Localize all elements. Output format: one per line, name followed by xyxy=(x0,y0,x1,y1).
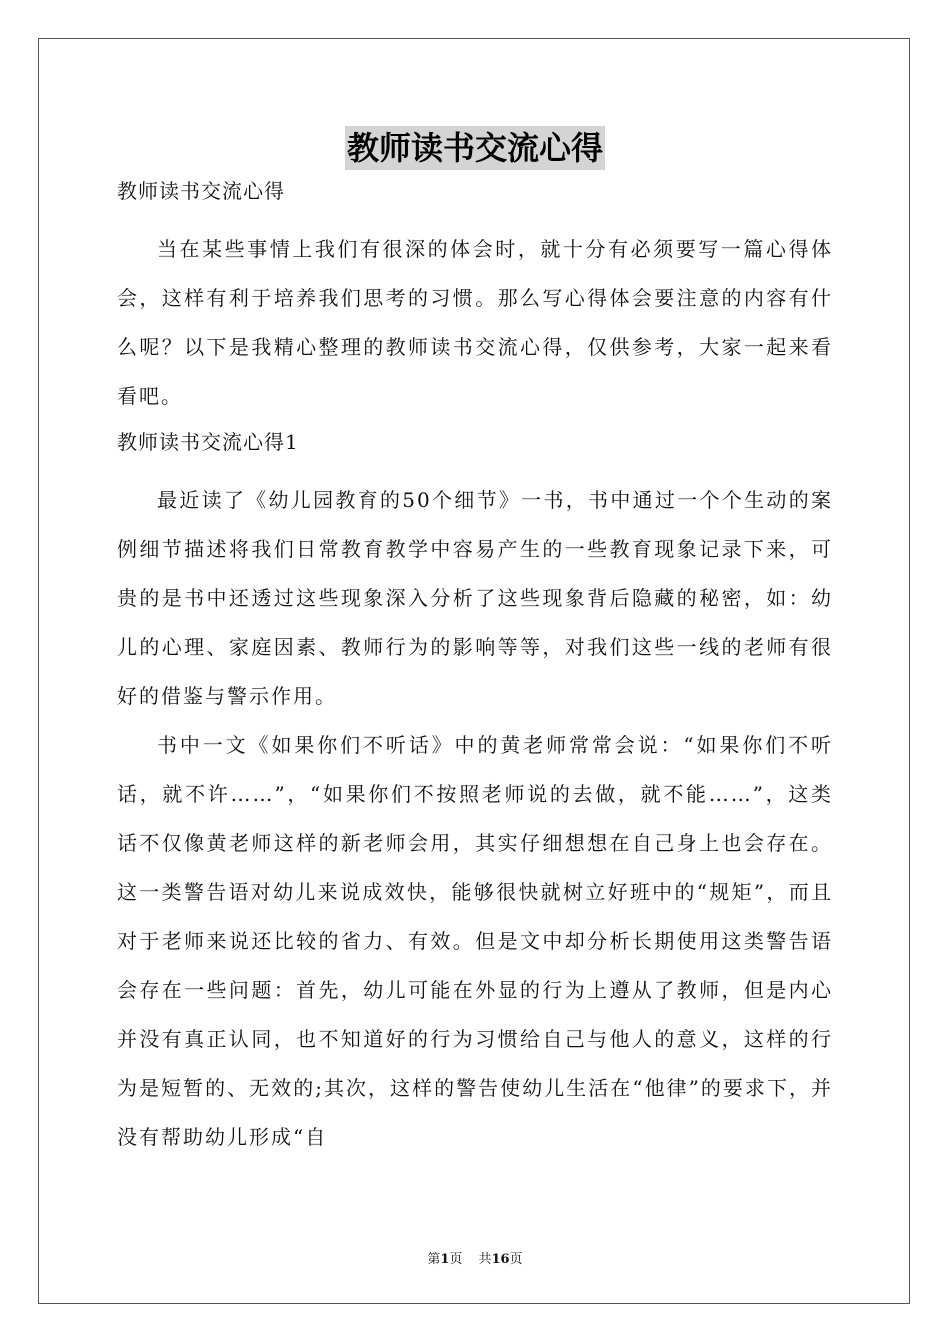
document-body xyxy=(117,120,833,1162)
section-1-paragraph-1: 最近读了《幼儿园教育的50个细节》一书，书中通过一个个生动的案例细节描述将我们日常教育教学中容易产生的一些教育现象记录下来，可贵的是书中还透过这些现象深入分析了这些现象背后隐藏的秘密，如：幼儿的心理、家庭因素、教师行为的影响等等，对我们这些一线的老师有很好的借鉴与警示作用。 xyxy=(117,488,833,708)
footer-total-prefix: 共 xyxy=(478,1252,492,1267)
section-1-paragraph-2: 书中一文《如果你们不听话》中的黄老师常常会说：“如果你们不听话，就不许……”，“如果你们不按照老师说的去做，就不能……”，这类话不仅像黄老师这样的新老师会用，其实仔细想想在自己身上也会存在。这一类警告语对幼儿来说成效快，能够很快就树立好班中的“规矩”，而且对于老师来说还比较的省力、有效。但是文中却分析长期使用这类警告语会存在一些问题：首先，幼儿可能在外显的行为上遵从了教师，但是内心并没有真正认同，也不知道好的行为习惯给自己与他人的意义，这样的行为是短暂的、无效的;其次，这样的警告使幼儿生活在“他律”的要求下，并没有帮助幼儿形成“自 xyxy=(117,733,833,1149)
footer-page-current: 1 xyxy=(440,1252,450,1267)
section-1-heading: 教师读书交流心得1 xyxy=(117,430,299,454)
footer-page-mid: 页 xyxy=(449,1252,463,1267)
footer-page-prefix: 第 xyxy=(427,1252,441,1267)
footer-page-total: 16 xyxy=(491,1252,510,1267)
intro-paragraph: 当在某些事情上我们有很深的体会时，就十分有必须要写一篇心得体会，这样有利于培养我们思考的习惯。那么写心得体会要注意的内容有什么呢？以下是我精心整理的教师读书交流心得，仅供参考，大家一起来看看吧。 xyxy=(117,237,833,408)
document-subtitle: 教师读书交流心得 xyxy=(117,179,285,203)
title-wrap xyxy=(117,120,833,178)
document-title: 教师读书交流心得 xyxy=(345,126,605,170)
page-footer xyxy=(0,1248,950,1267)
footer-total-suffix: 页 xyxy=(509,1252,523,1267)
